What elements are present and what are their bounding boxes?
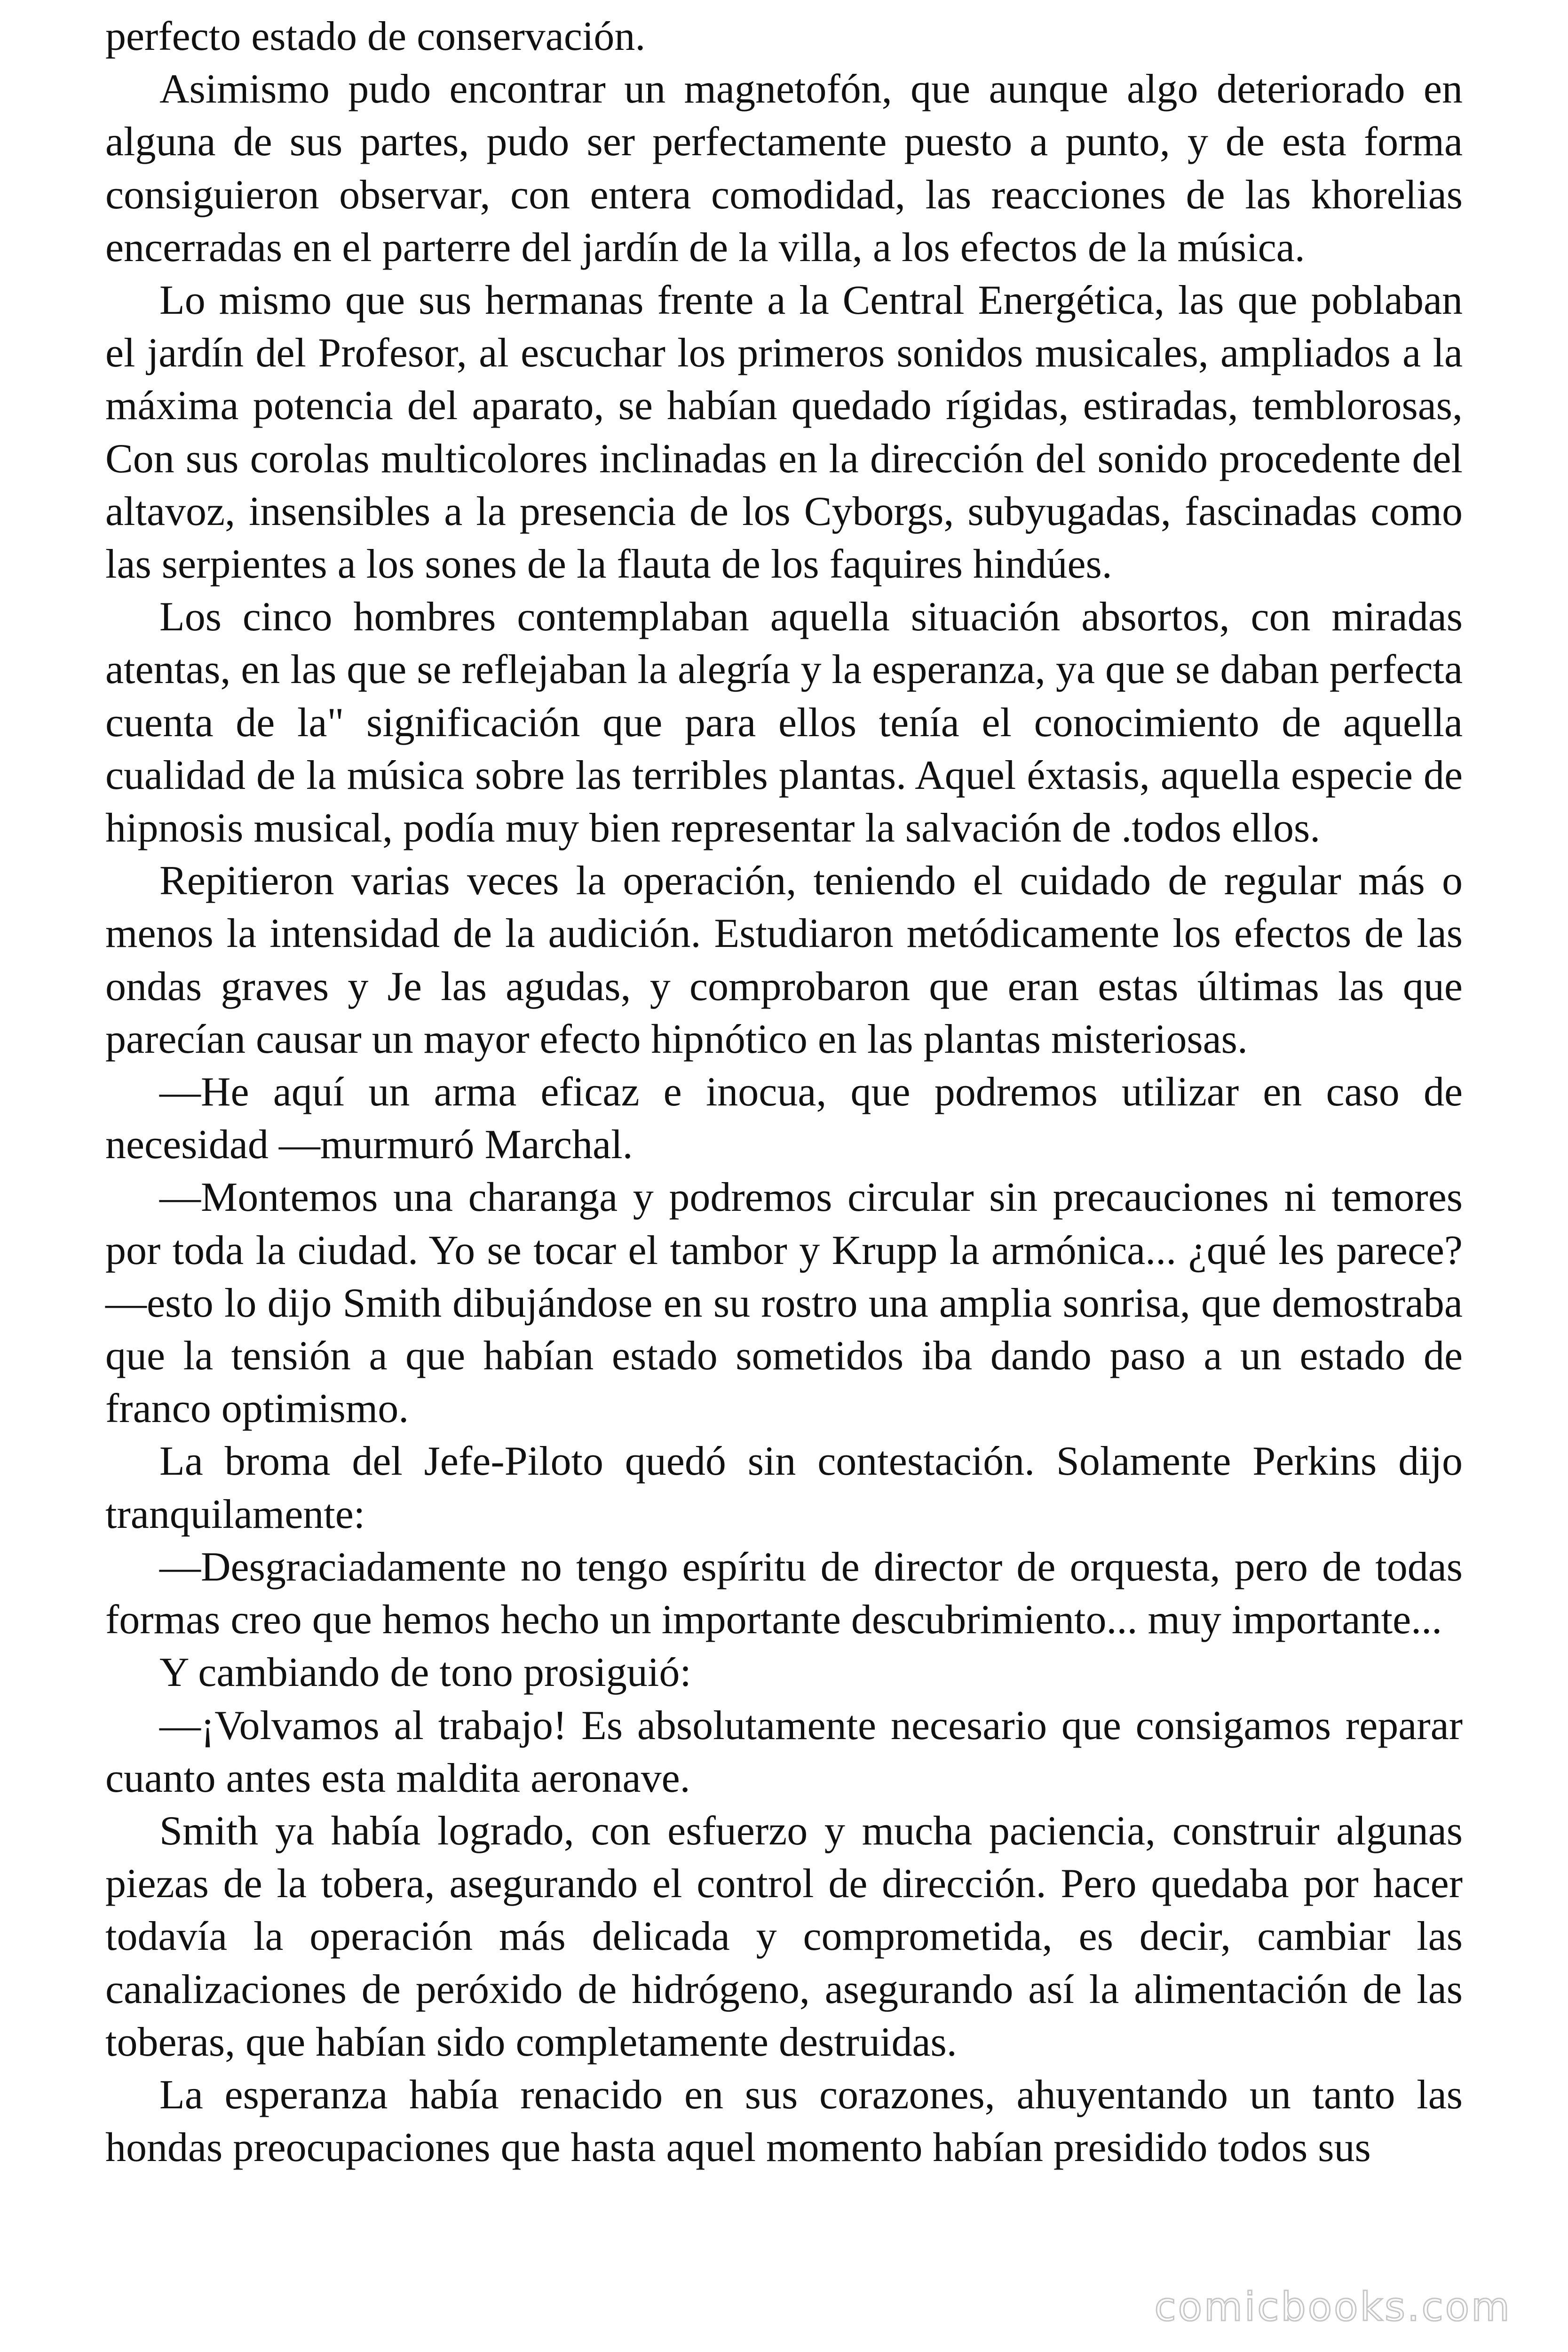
paragraph-cambiando-tono: Y cambiando de tono prosiguió:	[159, 1650, 691, 1696]
paragraph-hermanas: Lo mismo que sus hermanas frente a la Central Energética, las que poblaban el jardín del Profesor, al escuchar los primeros sonidos musicales, ampliados a la máxima potencia del aparato, se habían quedado rígidas, estiradas, temblorosas, Con sus corolas multicolores inclinadas en la dirección del sonido procedente del altavoz, insensibles a la presencia de los Cyborgs, subyugadas, fascinadas como las serpientes a los sones de la flauta de los faquires hindúes.	[105, 278, 1463, 588]
paragraph-repitieron: Repitieron varias veces la operación, teniendo el cuidado de regular más o menos la intensidad de la audición. Estudiaron metódicamente los efectos de las ondas graves y Je las agudas, y comprobaron que eran estas últimas las que parecían causar un mayor efecto hipnótico en las plantas misteriosas.	[105, 858, 1463, 1062]
paragraph-smith-piezas: Smith ya había logrado, con esfuerzo y mucha paciencia, construir algunas piezas de la tobera, asegurando el control de dirección. Pero quedaba por hacer todavía la operación más delicada y comprometida, es decir, cambiar las canalizaciones de peróxido de hidrógeno, asegurando así la alimentación de las toberas, que habían sido completamente destruidas.	[105, 1808, 1463, 2065]
paragraph-esperanza: La esperanza había renacido en sus corazones, ahuyentando un tanto las hondas preocupaciones que hasta aquel momento habían presidido todos sus	[105, 2072, 1463, 2171]
body-text	[105, 10, 1463, 2174]
paragraph-broma: La broma del Jefe-Piloto quedó sin contestación. Solamente Perkins dijo tranquilamente:	[105, 1438, 1463, 1537]
paragraph-dialogue-perkins: —Desgraciadamente no tengo espíritu de director de orquesta, pero de todas formas creo que hemos hecho un importante descubrimiento... muy importante...	[105, 1544, 1463, 1643]
paragraph-dialogue-trabajo: —¡Volvamos al trabajo! Es absolutamente necesario que consigamos reparar cuanto antes esta maldita aeronave.	[105, 1702, 1463, 1801]
watermark-logo: comicbooks.com	[1154, 2284, 1512, 2330]
paragraph-magnetofon: Asimismo pudo encontrar un magnetofón, que aunque algo deteriorado en alguna de sus partes, pudo ser perfectamente puesto a punto, y de esta forma consiguieron observar, con entera comodidad, las reacciones de las khorelias encerradas en el parterre del jardín de la villa, a los efectos de la música.	[105, 66, 1463, 270]
paragraph-dialogue-marchal: —He aquí un arma eficaz e inocua, que podremos utilizar en caso de necesidad —murmuró Marchal.	[105, 1069, 1463, 1168]
paragraph-continuation: perfecto estado de conservación.	[105, 14, 646, 59]
paragraph-cinco-hombres: Los cinco hombres contemplaban aquella situación absortos, con miradas atentas, en las que se reflejaban la alegría y la esperanza, ya que se daban perfecta cuenta de la" significación que para ellos tenía el conocimiento de aquella cualidad de la música sobre las terribles plantas. Aquel éxtasis, aquella especie de hipnosis musical, podía muy bien representar la salvación de .todos ellos.	[105, 594, 1463, 851]
paragraph-dialogue-smith: —Montemos una charanga y podremos circular sin precauciones ni temores por toda la ciudad. Yo se tocar el tambor y Krupp la armónica... ¿qué les parece? —esto lo dijo Smith dibujándose en su rostro una amplia sonrisa, que demostraba que la tensión a que habían estado sometidos iba dando paso a un estado de franco optimismo.	[105, 1175, 1463, 1432]
